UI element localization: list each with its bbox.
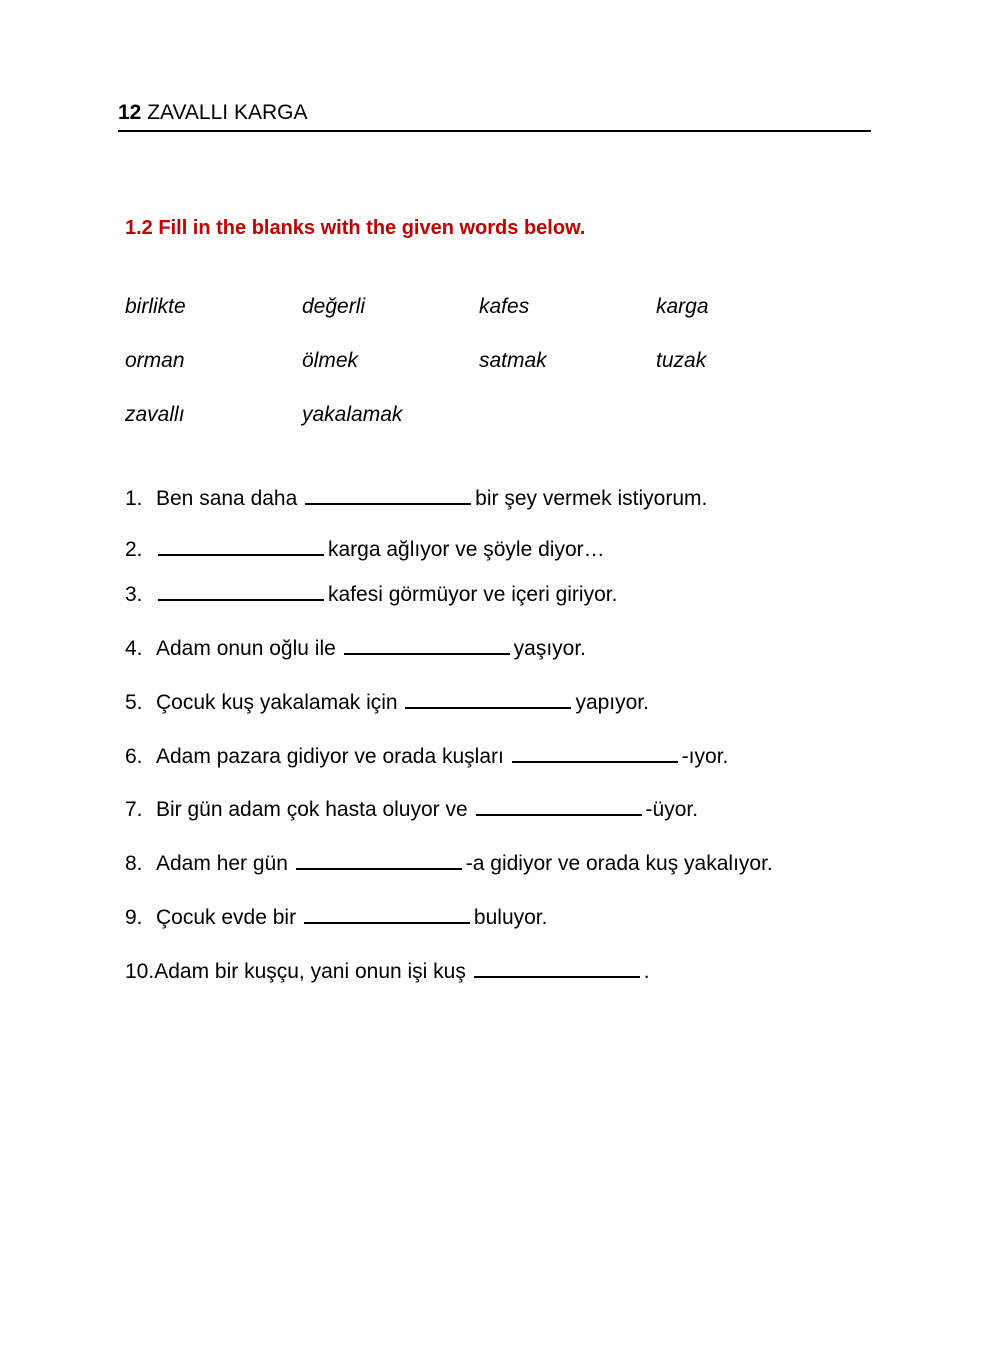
exercise-item [125, 633, 586, 663]
item-text-before: Bir gün adam çok hasta oluyor ve [156, 798, 468, 821]
item-number: 5. [125, 691, 143, 714]
exercise-item [125, 534, 605, 564]
word-bank-row [125, 401, 845, 455]
word-bank-word: karga [656, 295, 709, 318]
item-text-before: Adam onun oğlu ile [156, 637, 336, 660]
word-bank [125, 293, 845, 455]
exercise-item [125, 579, 617, 609]
exercise-item [125, 687, 649, 717]
word-bank-row [125, 347, 845, 401]
item-text-before: Adam bir kuşçu, yani onun işi kuş [154, 960, 466, 983]
chapter-number: 12 [118, 101, 142, 124]
exercise-item [125, 741, 728, 771]
item-number: 8. [125, 852, 143, 875]
item-text-before: Ben sana daha [156, 487, 298, 510]
item-number: 7. [125, 798, 143, 821]
exercise-item [125, 848, 773, 878]
item-number: 6. [125, 745, 143, 768]
item-text-after: yapıyor. [575, 691, 649, 714]
word-bank-word: zavallı [125, 403, 185, 426]
item-number: 2. [125, 538, 143, 561]
word-bank-word: birlikte [125, 295, 186, 318]
exercise-item [125, 483, 707, 513]
item-number: 3. [125, 583, 143, 606]
word-bank-word: yakalamak [302, 403, 403, 426]
item-text-after: kafesi görmüyor ve içeri giriyor. [328, 583, 618, 606]
item-text-after: -a gidiyor ve orada kuş yakalıyor. [465, 852, 773, 875]
answer-blank[interactable] [296, 848, 462, 870]
item-number: 9. [125, 906, 143, 929]
item-text-after: yaşıyor. [513, 637, 587, 660]
item-text-after: karga ağlıyor ve şöyle diyor… [328, 538, 605, 561]
answer-blank[interactable] [344, 633, 510, 655]
answer-blank[interactable] [474, 956, 640, 978]
answer-blank[interactable] [405, 687, 571, 709]
item-number: 1. [125, 487, 143, 510]
item-text-before: Adam pazara gidiyor ve orada kuşları [156, 745, 504, 768]
exercise-item [125, 956, 650, 986]
answer-blank[interactable] [158, 534, 324, 556]
answer-blank[interactable] [158, 579, 324, 601]
item-number: 4. [125, 637, 143, 660]
word-bank-word: değerli [302, 295, 366, 318]
item-number: 10. [125, 960, 155, 983]
exercise-item [125, 902, 547, 932]
word-bank-word: satmak [479, 349, 547, 372]
item-text-before: Çocuk evde bir [156, 906, 297, 929]
chapter-title: ZAVALLI KARGA [147, 101, 308, 124]
answer-blank[interactable] [305, 483, 471, 505]
word-bank-word: ölmek [302, 349, 359, 372]
answer-blank[interactable] [512, 741, 678, 763]
answer-blank[interactable] [476, 794, 642, 816]
item-text-after: . [643, 960, 650, 983]
item-text-after: buluyor. [473, 906, 548, 929]
word-bank-word: tuzak [656, 349, 707, 372]
item-text-before: Çocuk kuş yakalamak için [156, 691, 398, 714]
word-bank-word: orman [125, 349, 185, 372]
answer-blank[interactable] [304, 902, 470, 924]
word-bank-row [125, 293, 845, 347]
item-text-after: -ıyor. [681, 745, 729, 768]
exercise-item [125, 794, 698, 824]
item-text-after: bir şey vermek istiyorum. [475, 487, 708, 510]
chapter-header [118, 100, 871, 132]
item-text-before: Adam her gün [156, 852, 288, 875]
word-bank-word: kafes [479, 295, 530, 318]
exercise-instruction: 1.2 Fill in the blanks with the given words below. [125, 217, 586, 239]
item-text-after: -üyor. [645, 798, 699, 821]
